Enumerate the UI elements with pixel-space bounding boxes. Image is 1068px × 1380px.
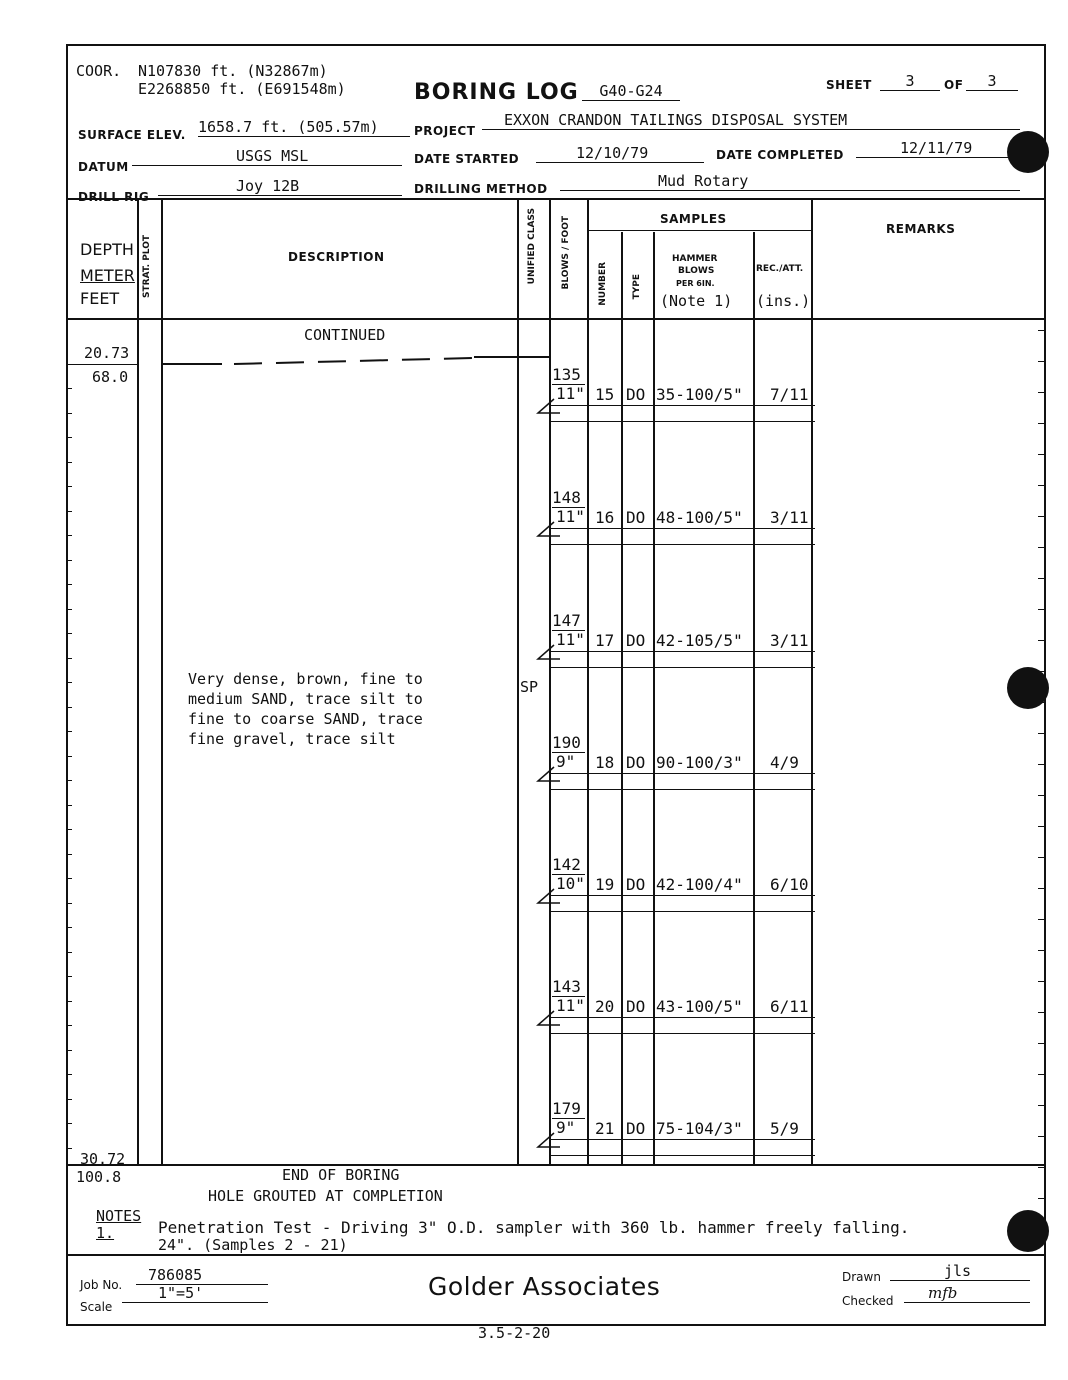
log-id: G40-G24 bbox=[582, 82, 680, 101]
depth-tick bbox=[66, 437, 72, 438]
sampler-arrow-icon bbox=[536, 520, 560, 538]
sample-type: DO bbox=[626, 1119, 646, 1138]
remarks-tick bbox=[1038, 547, 1045, 548]
drilling-method-value: Mud Rotary bbox=[560, 172, 1020, 191]
drill-rig-value: Joy 12B bbox=[158, 177, 402, 196]
depth-tick bbox=[66, 1074, 72, 1075]
datum-label: DATUM bbox=[78, 160, 129, 174]
divider-rec bbox=[811, 198, 813, 1164]
type-header: TYPE bbox=[632, 274, 642, 300]
depth-tick bbox=[66, 854, 72, 855]
hammer-note-header: (Note 1) bbox=[660, 292, 733, 310]
end-of-boring: END OF BORING bbox=[282, 1166, 400, 1184]
sample-row-rule bbox=[551, 1139, 815, 1140]
stratum-boundary-line bbox=[162, 352, 552, 368]
sampler-arrow-icon bbox=[536, 1131, 560, 1149]
sample-blows-top: 148 bbox=[552, 488, 585, 508]
sample-number: 20 bbox=[595, 997, 615, 1016]
hammer-header-2: BLOWS bbox=[678, 266, 715, 276]
remarks-tick bbox=[1038, 1198, 1045, 1199]
depth-tick bbox=[66, 731, 72, 732]
soil-description-3: fine to coarse SAND, trace bbox=[188, 710, 423, 728]
depth-tick bbox=[66, 413, 72, 414]
remarks-tick bbox=[1038, 1043, 1045, 1044]
rec-att-header: REC./ATT. bbox=[756, 264, 804, 274]
remarks-tick bbox=[1038, 330, 1045, 331]
sampler-arrow-icon bbox=[536, 765, 560, 783]
depth-tick bbox=[66, 584, 72, 585]
sample-blows-top: 190 bbox=[552, 733, 585, 753]
depth-tick bbox=[66, 1050, 72, 1051]
depth-bottom-feet: 100.8 bbox=[76, 1168, 122, 1186]
sample-number: 15 bbox=[595, 385, 615, 404]
depth-top-feet: 68.0 bbox=[92, 368, 129, 386]
meter-header: METER bbox=[80, 266, 135, 285]
sample-row-rule bbox=[551, 911, 815, 912]
depth-tick bbox=[66, 805, 72, 806]
sample-type: DO bbox=[626, 385, 646, 404]
depth-tick bbox=[66, 633, 72, 634]
sample-blows-top: 142 bbox=[552, 855, 585, 875]
depth-tick bbox=[66, 511, 72, 512]
hammer-header-1: HAMMER bbox=[672, 254, 718, 264]
sample-row-rule bbox=[551, 1033, 815, 1034]
body-bottom-rule bbox=[66, 1164, 1046, 1166]
depth-tick bbox=[66, 1099, 72, 1100]
sample-number: 21 bbox=[595, 1119, 615, 1138]
sample-blows-top: 179 bbox=[552, 1099, 585, 1119]
depth-top-rule bbox=[66, 364, 137, 365]
depth-tick bbox=[66, 1001, 72, 1002]
note-text-line-1: Penetration Test - Driving 3" O.D. sampler with 360 lb. hammer freely falling. bbox=[158, 1218, 910, 1237]
sample-hammer-blows: 75-104/3" bbox=[656, 1119, 743, 1138]
feet-header: FEET bbox=[80, 289, 120, 308]
remarks-tick bbox=[1038, 702, 1045, 703]
divider-type bbox=[653, 232, 655, 1164]
company-name: Golder Associates bbox=[428, 1272, 661, 1301]
remarks-tick bbox=[1038, 1074, 1045, 1075]
remarks-tick bbox=[1038, 485, 1045, 486]
sheet-label: SHEET bbox=[826, 78, 872, 92]
blows-foot-header: BLOWS / FOOT bbox=[561, 216, 571, 290]
remarks-tick bbox=[1038, 981, 1045, 982]
remarks-tick bbox=[1038, 764, 1045, 765]
remarks-tick bbox=[1038, 795, 1045, 796]
depth-tick bbox=[66, 976, 72, 977]
coor-north: N107830 ft. (N32867m) bbox=[138, 62, 328, 80]
sampler-arrow-icon bbox=[536, 887, 560, 905]
remarks-tick bbox=[1038, 609, 1045, 610]
soil-description-4: fine gravel, trace silt bbox=[188, 730, 396, 748]
remarks-tick bbox=[1038, 1012, 1045, 1013]
footer-top-rule bbox=[66, 1254, 1046, 1256]
sampler-arrow-icon bbox=[536, 397, 560, 415]
page-number: 3.5-2-20 bbox=[478, 1324, 551, 1342]
drawn-label: Drawn bbox=[842, 1270, 881, 1284]
sample-hammer-blows: 90-100/3" bbox=[656, 753, 743, 772]
sample-recovery: 6/11 bbox=[770, 997, 809, 1016]
sample-hammer-blows: 42-100/4" bbox=[656, 875, 743, 894]
sample-blows-top: 135 bbox=[552, 365, 585, 385]
remarks-tick bbox=[1038, 516, 1045, 517]
soil-description-2: medium SAND, trace silt to bbox=[188, 690, 423, 708]
remarks-tick bbox=[1038, 361, 1045, 362]
drawn-value: jls bbox=[890, 1262, 1030, 1281]
depth-tick bbox=[66, 1123, 72, 1124]
job-no-value: 786085 bbox=[136, 1266, 268, 1285]
sample-number: 16 bbox=[595, 508, 615, 527]
hammer-header-3: PER 6IN. bbox=[676, 279, 715, 288]
sample-blows-bottom: 9" bbox=[556, 752, 576, 771]
drill-rig-label: DRILL RIG bbox=[78, 190, 150, 204]
description-header: DESCRIPTION bbox=[288, 250, 385, 264]
sample-blows-bottom: 11" bbox=[556, 384, 585, 403]
divider-strat bbox=[161, 198, 163, 1164]
depth-tick bbox=[66, 780, 72, 781]
sheet-number: 3 bbox=[880, 72, 940, 91]
sample-row-rule bbox=[551, 544, 815, 545]
soil-description-1: Very dense, brown, fine to bbox=[188, 670, 423, 688]
unified-class-value: SP bbox=[520, 678, 539, 696]
checked-label: Checked bbox=[842, 1294, 894, 1308]
binder-hole-bottom bbox=[1007, 1210, 1049, 1252]
job-no-label: Job No. bbox=[80, 1278, 123, 1292]
sample-row-rule bbox=[551, 1155, 815, 1156]
datum-value: USGS MSL bbox=[132, 147, 402, 166]
sample-hammer-blows: 35-100/5" bbox=[656, 385, 743, 404]
depth-tick bbox=[66, 658, 72, 659]
remarks-tick bbox=[1038, 640, 1045, 641]
scale-label: Scale bbox=[80, 1300, 113, 1314]
sample-number: 19 bbox=[595, 875, 615, 894]
coor-label: COOR. bbox=[76, 62, 122, 80]
note-text-line-2: 24". (Samples 2 - 21) bbox=[158, 1236, 348, 1254]
depth-tick bbox=[66, 829, 72, 830]
remarks-tick bbox=[1038, 919, 1045, 920]
remarks-tick bbox=[1038, 1229, 1045, 1230]
sample-blows-bottom: 10" bbox=[556, 874, 585, 893]
divider-blows bbox=[587, 198, 589, 1164]
remarks-tick bbox=[1038, 392, 1045, 393]
sample-row-rule bbox=[551, 651, 815, 652]
unified-class-header: UNIFIED CLASS bbox=[527, 208, 537, 285]
date-completed-value: 12/11/79 bbox=[856, 139, 1020, 158]
sampler-arrow-icon bbox=[536, 643, 560, 661]
sample-recovery: 3/11 bbox=[770, 631, 809, 650]
depth-tick bbox=[66, 952, 72, 953]
sample-row-rule bbox=[551, 895, 815, 896]
samples-header: SAMPLES bbox=[660, 212, 727, 226]
depth-tick bbox=[66, 756, 72, 757]
depth-tick bbox=[66, 682, 72, 683]
depth-tick bbox=[66, 486, 72, 487]
sample-row-rule bbox=[551, 789, 815, 790]
sample-type: DO bbox=[626, 508, 646, 527]
remarks-tick bbox=[1038, 857, 1045, 858]
sample-type: DO bbox=[626, 875, 646, 894]
sample-blows-bottom: 11" bbox=[556, 507, 585, 526]
depth-tick bbox=[66, 707, 72, 708]
number-header: NUMBER bbox=[598, 262, 608, 306]
depth-tick bbox=[66, 1148, 72, 1149]
sample-type: DO bbox=[626, 631, 646, 650]
sheet-total: 3 bbox=[966, 72, 1018, 91]
depth-tick bbox=[66, 462, 72, 463]
remarks-tick bbox=[1038, 1167, 1045, 1168]
remarks-tick bbox=[1038, 950, 1045, 951]
sample-hammer-blows: 42-105/5" bbox=[656, 631, 743, 650]
note-number: 1. bbox=[96, 1224, 115, 1242]
sample-row-rule bbox=[551, 667, 815, 668]
depth-tick bbox=[66, 1025, 72, 1026]
project-label: PROJECT bbox=[414, 124, 476, 138]
sample-blows-top: 147 bbox=[552, 611, 585, 631]
samples-subheader-rule bbox=[587, 230, 811, 231]
sample-hammer-blows: 43-100/5" bbox=[656, 997, 743, 1016]
divider-number bbox=[621, 232, 623, 1164]
depth-tick bbox=[66, 560, 72, 561]
remarks-tick bbox=[1038, 671, 1045, 672]
remarks-tick bbox=[1038, 1105, 1045, 1106]
date-started-label: DATE STARTED bbox=[414, 152, 520, 166]
surface-elev-label: SURFACE ELEV. bbox=[78, 128, 186, 142]
rec-units-header: (ins.) bbox=[756, 292, 811, 310]
depth-tick bbox=[66, 609, 72, 610]
remarks-tick bbox=[1038, 1136, 1045, 1137]
divider-hammer bbox=[753, 232, 755, 1164]
sample-blows-bottom: 9" bbox=[556, 1118, 576, 1137]
table-top-rule bbox=[66, 198, 1046, 200]
remarks-tick bbox=[1038, 578, 1045, 579]
sample-recovery: 6/10 bbox=[770, 875, 809, 894]
depth-top-meter: 20.73 bbox=[84, 344, 130, 362]
sample-recovery: 7/11 bbox=[770, 385, 809, 404]
notes-label: NOTES bbox=[96, 1207, 142, 1225]
sample-blows-bottom: 11" bbox=[556, 996, 585, 1015]
sample-recovery: 4/9 bbox=[770, 753, 799, 772]
sample-row-rule bbox=[551, 421, 815, 422]
sample-hammer-blows: 48-100/5" bbox=[656, 508, 743, 527]
strat-plot-header: STRAT. PLOT bbox=[142, 235, 152, 298]
form-title: BORING LOG bbox=[414, 80, 579, 105]
depth-tick bbox=[66, 927, 72, 928]
scale-value: 1"=5' bbox=[122, 1284, 268, 1303]
remarks-tick bbox=[1038, 423, 1045, 424]
sample-blows-bottom: 11" bbox=[556, 630, 585, 649]
remarks-tick bbox=[1038, 733, 1045, 734]
continued-label: CONTINUED bbox=[304, 326, 386, 344]
sample-recovery: 5/9 bbox=[770, 1119, 799, 1138]
sample-row-rule bbox=[551, 1017, 815, 1018]
sample-number: 18 bbox=[595, 753, 615, 772]
divider-depth bbox=[137, 198, 139, 1164]
depth-bottom-meter: 30.72 bbox=[80, 1150, 126, 1168]
sample-row-rule bbox=[551, 528, 815, 529]
column-header-bottom-rule bbox=[66, 318, 1046, 320]
sampler-arrow-icon bbox=[536, 1009, 560, 1027]
depth-tick bbox=[66, 878, 72, 879]
remarks-tick bbox=[1038, 888, 1045, 889]
sheet-of-label: OF bbox=[944, 78, 964, 92]
date-completed-label: DATE COMPLETED bbox=[716, 148, 844, 162]
depth-header: DEPTH bbox=[80, 240, 134, 259]
sample-row-rule bbox=[551, 405, 815, 406]
sample-recovery: 3/11 bbox=[770, 508, 809, 527]
sample-number: 17 bbox=[595, 631, 615, 650]
sample-type: DO bbox=[626, 753, 646, 772]
project-value: EXXON CRANDON TAILINGS DISPOSAL SYSTEM bbox=[482, 111, 1020, 130]
remarks-tick bbox=[1038, 826, 1045, 827]
remarks-header: REMARKS bbox=[886, 222, 956, 236]
drilling-method-label: DRILLING METHOD bbox=[414, 182, 548, 196]
sample-blows-top: 143 bbox=[552, 977, 585, 997]
hole-grouted: HOLE GROUTED AT COMPLETION bbox=[208, 1187, 443, 1205]
surface-elev-value: 1658.7 ft. (505.57m) bbox=[198, 118, 410, 137]
date-started-value: 12/10/79 bbox=[536, 144, 704, 163]
sample-row-rule bbox=[551, 773, 815, 774]
sample-type: DO bbox=[626, 997, 646, 1016]
depth-tick bbox=[66, 903, 72, 904]
depth-tick bbox=[66, 535, 72, 536]
divider-description bbox=[517, 198, 519, 1164]
remarks-tick bbox=[1038, 454, 1045, 455]
checked-value: mfb bbox=[904, 1284, 1030, 1303]
depth-tick bbox=[66, 388, 72, 389]
coor-east: E2268850 ft. (E691548m) bbox=[138, 80, 346, 98]
